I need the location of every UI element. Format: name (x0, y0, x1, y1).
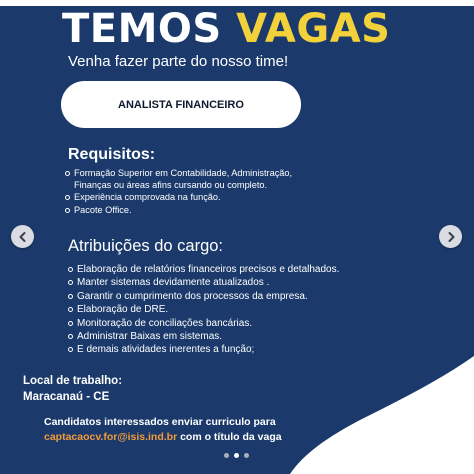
headline-word-1: TEMOS (62, 6, 222, 52)
carousel-dot-active[interactable] (234, 453, 239, 458)
chevron-right-icon (445, 231, 457, 243)
requirement-item: Experiência comprovada na função. (64, 191, 294, 203)
duty-item: Elaboração de DRE. (68, 303, 388, 316)
duty-item: Monitoração de conciliações bancárias. (68, 317, 388, 330)
carousel-dot[interactable] (224, 453, 229, 458)
position-title: ANALISTA FINANCEIRO (118, 98, 244, 111)
duty-item: Manter sistemas devidamente atualizados . (68, 276, 388, 289)
requirements-list (64, 167, 294, 216)
carousel-indicators (224, 453, 249, 458)
carousel-dot[interactable] (244, 453, 249, 458)
candidates-text: Candidatos interessados enviar curriculo para (44, 416, 276, 428)
headline-word-2: VAGAS (236, 6, 391, 52)
carousel-next-button[interactable] (439, 225, 462, 248)
duty-item: Elaboração de relatórios financeiros precisos e detalhados. (68, 263, 388, 276)
requirement-item: Pacote Office. (64, 204, 294, 216)
subtitle: Venha fazer parte do nosso time! (68, 53, 289, 70)
chevron-left-icon (17, 231, 29, 243)
carousel-prev-button[interactable] (11, 225, 34, 248)
contact-line (44, 431, 282, 443)
requirements-heading: Requisitos: (68, 146, 156, 163)
duty-item: E demais atividades inerentes a função; (68, 343, 388, 356)
location-value: Maracanaú - CE (23, 391, 110, 403)
headline (62, 6, 390, 52)
position-pill (61, 81, 301, 128)
duties-heading: Atribuições do cargo: (68, 237, 224, 255)
email-link[interactable]: captacaocv.for@isis.ind.br (44, 431, 178, 443)
contact-suffix: com o título da vaga (177, 431, 282, 443)
duties-list (68, 263, 388, 357)
duty-item: Administrar Baixas em sistemas. (68, 330, 388, 343)
duty-item: Garantir o cumprimento dos processos da empresa. (68, 290, 388, 303)
location-label: Local de trabalho: (23, 375, 123, 387)
requirement-item: Formação Superior em Contabilidade, Administração, Finanças ou áreas afins cursando ou completo. (64, 167, 294, 191)
